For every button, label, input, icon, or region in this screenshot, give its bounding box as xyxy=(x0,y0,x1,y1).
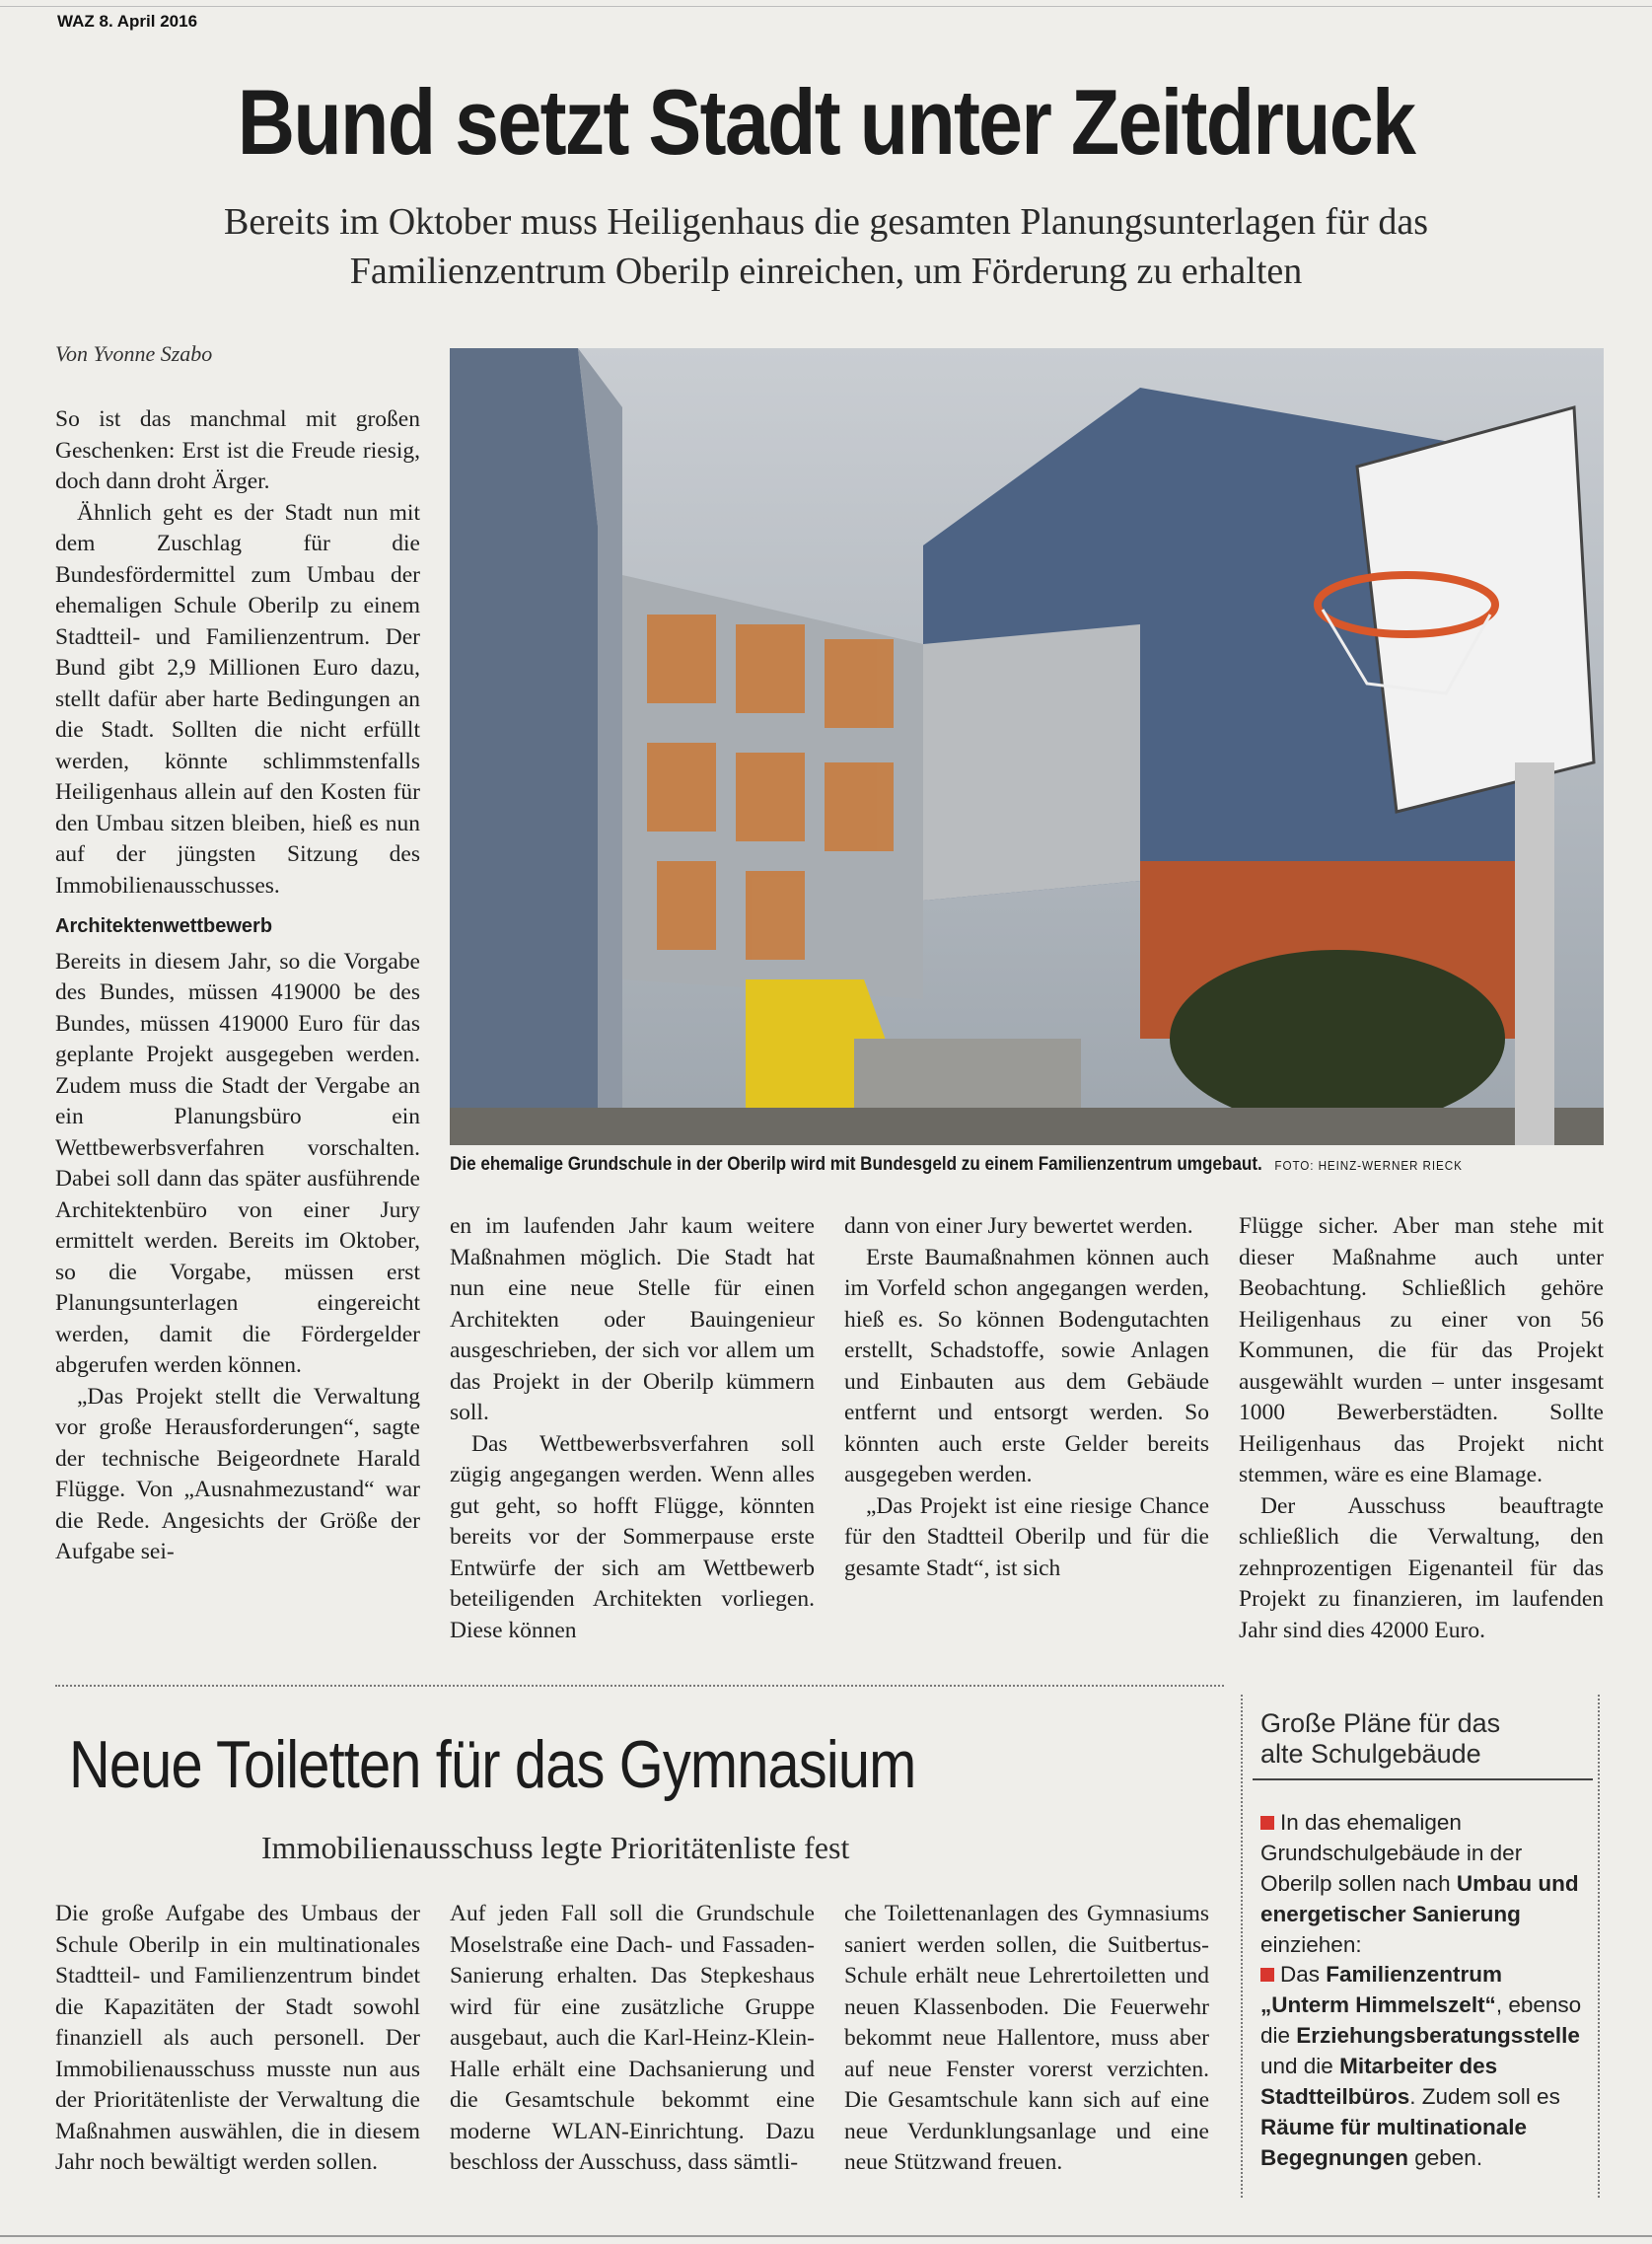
photo-illustration xyxy=(450,348,1604,1145)
text: geben. xyxy=(1408,2145,1483,2170)
paragraph: dann von einer Jury bewertet werden. xyxy=(844,1213,1193,1239)
subhead-line-1: Bereits im Oktober muss Heiligenhaus die gesamten Planungsunterlagen für das xyxy=(223,201,1428,243)
text-bold: Familienzentrum „Unterm Himmelszelt“ xyxy=(1260,1962,1503,2017)
text-bold: Umbau und energetischer Sanierung xyxy=(1260,1871,1579,1926)
article2-subhead: Immobilienausschuss legte Prioritätenliste fest xyxy=(261,1830,850,1865)
caption-text: Die ehemalige Grundschule in der Oberilp wird mit Bundesgeld zu einem Familienzentrum umgebaut. xyxy=(450,1154,1262,1175)
paragraph: en im laufenden Jahr kaum weitere Maßnahmen möglich. Die Stadt hat nun eine neue Stelle für einen Architekten oder Bauingenieur ausgeschrieben, der sich vor allem um das Projekt in der Oberilp kümmern soll. xyxy=(450,1213,815,1425)
paragraph: Das Wettbewerbsverfahren soll zügig angegangen werden. Wenn alles gut geht, so hofft Flügge, könnten bereits vor der Sommerpause erste Entwürfe der sich am Wettbewerb beteiligenden Architekten vorliegen. Diese können xyxy=(450,1430,815,1643)
info-box-paragraph-2 xyxy=(1260,1959,1591,2173)
paragraph: Die große Aufgabe des Umbaus der Schule Oberilp in ein multinationales Stadtteil- und Familienzentrum bindet die Kapazitäten der Stadt sowohl finanziell als auch personell. Der Immobilienausschuss musste nun aus der Prioritätenliste der Verwaltung die Maßnahmen auswählen, die in diesem Jahr noch bewältigt werden sollen. xyxy=(55,1901,420,2175)
article-subhead xyxy=(118,197,1534,296)
photo-caption xyxy=(450,1154,1488,1176)
subhead-line-2: Familienzentrum Oberilp einreichen, um Förderung zu erhalten xyxy=(349,251,1303,292)
text: , ebenso die xyxy=(1260,1992,1582,2048)
text: einziehen: xyxy=(1260,1932,1362,1957)
bottom-rule xyxy=(0,2235,1652,2237)
paragraph: Flügge sicher. Aber man stehe mit dieser Maßnahme auch unter Beobachtung. Schließlich gehöre Heiligenhaus zu einer von 56 Kommunen, die für das Projekt ausgewählt wurden – unter insgesamt 1000 Bewerberstädten. Sollte Heiligenhaus das Projekt nicht stemmen, wäre es eine Blamage. xyxy=(1239,1213,1604,1487)
school-building-photo xyxy=(450,348,1604,1145)
info-box-paragraph-1 xyxy=(1260,1807,1591,1960)
article-column-3 xyxy=(844,1211,1209,1584)
article-column-2 xyxy=(450,1211,815,1646)
text-bold: Erziehungsberatungsstelle xyxy=(1296,2023,1580,2048)
paragraph: Bereits in diesem Jahr, so die Vorgabe des Bundes, müssen 419000 be des Bundes, müssen 419000 Euro für das geplante Projekt ausgegeben werden. Zudem muss die Stadt der Vergabe an ein Planungsbüro ein Wettbewerbsverfahren vorschalten. Dabei soll dann das später ausführende Architektenbüro von einer Jury ermittelt werden. Bereits im Oktober, so die Vorgabe, müssen erst Planungsunterlagen eingereicht werden, damit die Fördergelder abgerufen werden können. xyxy=(55,948,420,1378)
byline: Von Yvonne Szabo xyxy=(55,341,213,366)
article2-column-2 xyxy=(450,1899,815,2179)
paragraph: Der Ausschuss beauftragte schließlich die Verwaltung, den zehnprozentigen Eigenanteil für das Projekt zu finanzieren, im laufenden Jahr sind dies 42000 Euro. xyxy=(1239,1492,1604,1643)
paragraph: che Toilettenanlagen des Gymnasiums saniert werden sollen, die Suitbertus-Schule erhält neue Lehrertoiletten und neuen Klassenboden. Die Feuerwehr bekommt neue Hallentore, muss aber auf neue Fenster vorerst verzichten. Die Gesamtschule kann sich auf eine neue Verdunklungsanlage und eine neue Stützwand freuen. xyxy=(844,1901,1209,2175)
paragraph: So ist das manchmal mit großen Geschenken: Erst ist die Freude riesig, doch dann droht Ärger. xyxy=(55,406,420,494)
paragraph: „Das Projekt ist eine riesige Chance für den Stadtteil Oberilp und für die gesamte Stadt“, ist sich xyxy=(844,1492,1209,1581)
section-subhead: Architektenwettbewerb xyxy=(55,915,273,937)
text: und die xyxy=(1260,2054,1340,2078)
article-column-1 xyxy=(55,404,420,1568)
paragraph: Auf jeden Fall soll die Grundschule Moselstraße eine Dach- und Fassaden-Sanierung erhalten. Das Stepkeshaus wird für eine zusätzliche Gruppe ausgebaut, auch die Karl-Heinz-Klein-Halle erhält eine Dachsanierung und die Gesamtschule bekommt eine moderne WLAN-Einrichtung. Dazu beschloss der Ausschuss, dass sämtli- xyxy=(450,1901,815,2175)
text: In das ehemaligen Grundschulgebäude in der Oberilp sollen nach xyxy=(1260,1810,1523,1896)
info-box-title-line-2: alte Schulgebäude xyxy=(1260,1739,1481,1769)
info-box-title-line-1: Große Pläne für das xyxy=(1260,1708,1501,1738)
article-column-4 xyxy=(1239,1211,1604,1646)
article2-column-1 xyxy=(55,1899,420,2179)
bullet-square-icon xyxy=(1260,1816,1274,1830)
section-divider xyxy=(55,1685,1224,1687)
text: . Zudem soll es xyxy=(1409,2084,1560,2109)
text-bold: Mitarbeiter des Stadtteilbüros xyxy=(1260,2054,1498,2109)
article2-headline: Neue Toiletten für das Gymnasium xyxy=(69,1727,916,1802)
paragraph: Ähnlich geht es der Stadt nun mit dem Zuschlag für die Bundesfördermittel zum Umbau der ehemaligen Schule Oberilp zu einem Stadtteil- und Familienzentrum. Der Bund gibt 2,9 Millionen Euro dazu, stellt dafür aber harte Bedingungen an die Stadt. Sollten die nicht erfüllt werden, könnte schlimmstenfalls Heiligenhaus allein auf den Kosten für den Umbau sitzen bleiben, hieß es nun auf der jüngsten Sitzung des Immobilienausschusses. xyxy=(55,499,420,899)
article2-column-3 xyxy=(844,1899,1209,2179)
photo-credit: FOTO: HEINZ-WERNER RIECK xyxy=(1274,1158,1463,1173)
article-headline: Bund setzt Stadt unter Zeitdruck xyxy=(237,70,1415,174)
paragraph: Erste Baumaßnahmen können auch im Vorfeld schon angegangen werden, hieß es. So können Bodengutachten erstellt, Schadstoffe, sowie Anlagen und Einbauten aus dem Gebäude entfernt und entsorgt werden. So könnten auch erste Gelder bereits ausgegeben werden. xyxy=(844,1244,1209,1487)
text: Das xyxy=(1280,1962,1327,1987)
paragraph: „Das Projekt stellt die Verwaltung vor große Herausforderungen“, sagte der technische Beigeordnete Harald Flügge. Von „Ausnahmezustand“ war die Rede. Angesichts der Größe der Aufgabe sei- xyxy=(55,1383,420,1564)
bullet-square-icon xyxy=(1260,1968,1274,1982)
info-box-rule xyxy=(1253,1778,1593,1780)
info-box-title xyxy=(1260,1708,1596,1770)
text-bold: Räume für multinationale Begegnungen xyxy=(1260,2115,1528,2170)
dateline: WAZ 8. April 2016 xyxy=(57,12,198,31)
top-rule xyxy=(0,6,1652,7)
